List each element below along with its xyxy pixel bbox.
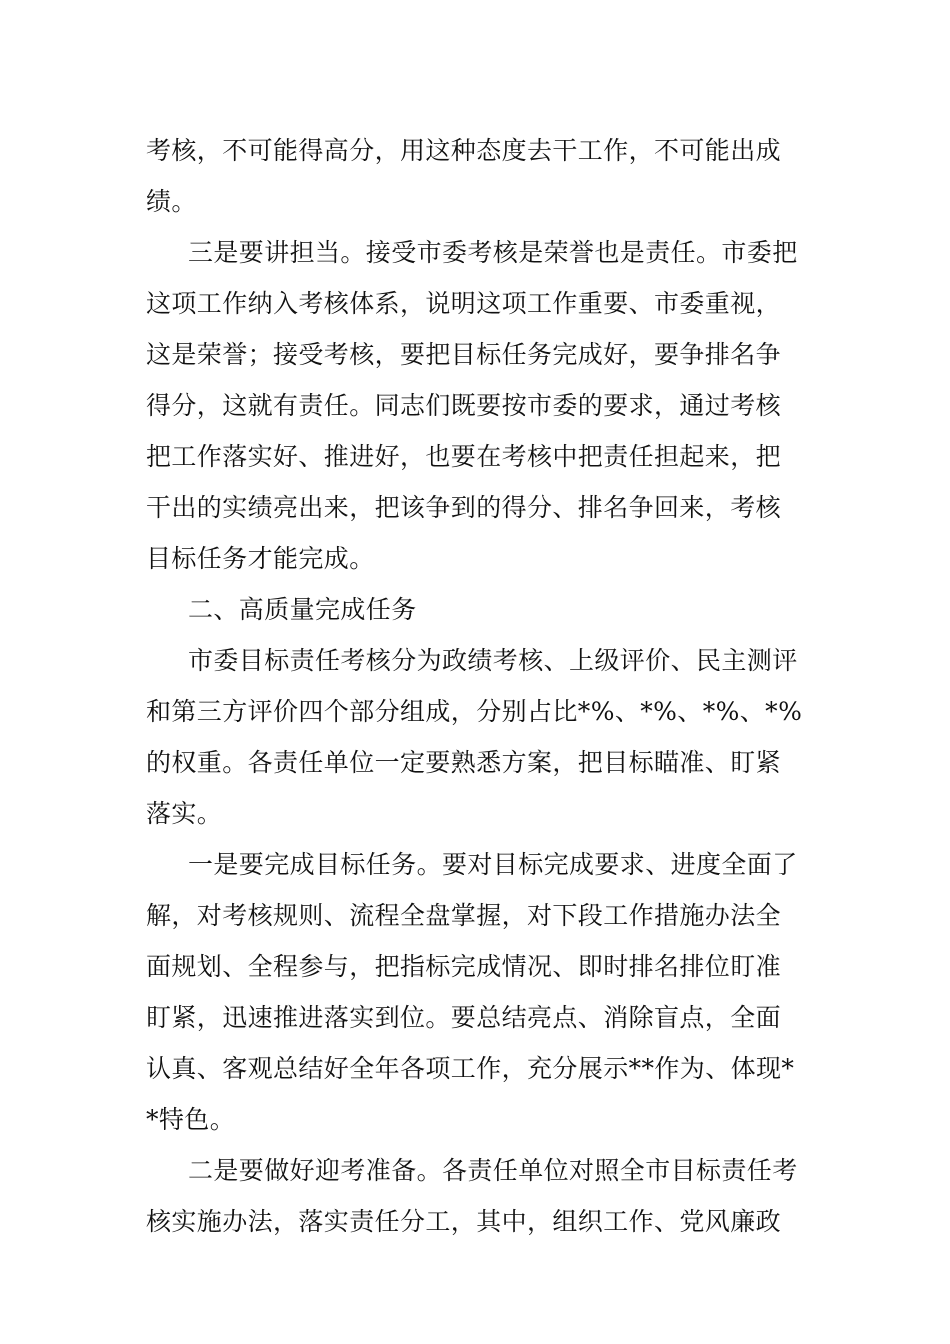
text-line: 盯紧，迅速推进落实到位。要总结亮点、消除盲点，全面 — [146, 1003, 782, 1032]
text-line: 一是要完成目标任务。要对目标完成要求、进度全面了 — [188, 850, 798, 879]
text-line: 考核，不可能得高分，用这种态度去干工作，不可能出成 — [146, 136, 782, 165]
text-line: 把工作落实好、推进好，也要在考核中把责任担起来，把 — [146, 442, 782, 471]
text-line: 得分，这就有责任。同志们既要按市委的要求，通过考核 — [146, 391, 782, 420]
text-line: 和第三方评价四个部分组成，分别占比*%、*%、*%、*% — [146, 697, 803, 726]
text-line: 核实施办法，落实责任分工，其中，组织工作、党风廉政 — [146, 1207, 782, 1236]
section-heading: 二、高质量完成任务 — [188, 595, 417, 624]
text-line: 三是要讲担当。接受市委考核是荣誉也是责任。市委把 — [188, 238, 798, 267]
text-line: 落实。 — [146, 799, 223, 828]
text-line: 这是荣誉；接受考核，要把目标任务完成好，要争排名争 — [146, 340, 782, 369]
text-line: 面规划、全程参与，把指标完成情况、即时排名排位盯准 — [146, 952, 782, 981]
text-line: 干出的实绩亮出来，把该争到的得分、排名争回来，考核 — [146, 493, 782, 522]
text-line: 的权重。各责任单位一定要熟悉方案，把目标瞄准、盯紧 — [146, 748, 782, 777]
text-line: 绩。 — [146, 187, 197, 216]
text-line: 这项工作纳入考核体系，说明这项工作重要、市委重视， — [146, 289, 782, 318]
text-line: 认真、客观总结好全年各项工作，充分展示**作为、体现* — [146, 1054, 795, 1083]
text-line: 市委目标责任考核分为政绩考核、上级评价、民主测评 — [188, 646, 798, 675]
text-line: 二是要做好迎考准备。各责任单位对照全市目标责任考 — [188, 1156, 798, 1185]
text-line: 解，对考核规则、流程全盘掌握，对下段工作措施办法全 — [146, 901, 782, 930]
text-line: *特色。 — [146, 1105, 236, 1134]
text-line: 目标任务才能完成。 — [146, 544, 375, 573]
document-body — [146, 125, 806, 1247]
